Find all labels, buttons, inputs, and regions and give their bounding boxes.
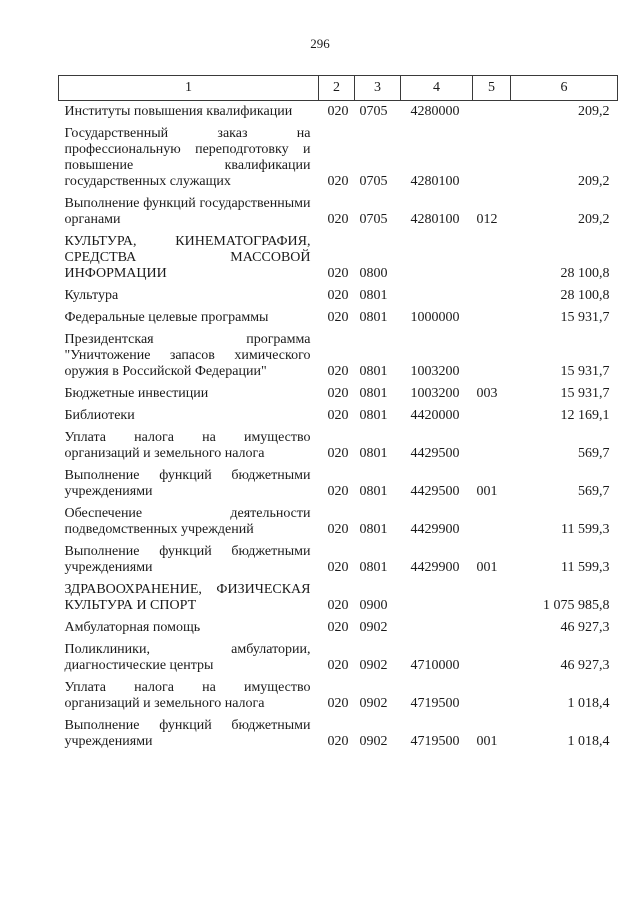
row-code-5 (473, 326, 511, 380)
row-code-4 (401, 282, 473, 304)
row-name: Государственный заказ на профессиональную переподготовку и повышение квалификации государственных служащих (64, 126, 311, 189)
row-code-5 (473, 282, 511, 304)
table-row (59, 424, 618, 462)
table-row (59, 228, 618, 282)
row-amount: 28 100,8 (560, 288, 610, 303)
row-name: ЗДРАВООХРАНЕНИЕ, ФИЗИЧЕСКАЯ КУЛЬТУРА И СПОРТ (64, 582, 311, 613)
row-code-2: 020 (327, 288, 349, 303)
row-code-5: 001 (476, 560, 498, 575)
row-code-5 (473, 228, 511, 282)
row-name: Выполнение функций бюджетными учреждениями (64, 544, 311, 575)
row-code-4: 1003200 (410, 386, 460, 401)
row-name: Амбулаторная помощь (64, 620, 201, 635)
column-header-6: 6 (511, 76, 618, 101)
row-code-2: 020 (327, 696, 349, 711)
row-code-3: 0705 (359, 212, 388, 227)
row-code-3: 0801 (359, 484, 388, 499)
row-amount: 209,2 (578, 174, 610, 189)
row-amount: 12 169,1 (560, 408, 610, 423)
row-amount: 15 931,7 (560, 364, 610, 379)
table-row (59, 500, 618, 538)
row-code-4 (401, 576, 473, 614)
row-code-5 (473, 120, 511, 190)
row-code-2: 020 (327, 522, 349, 537)
row-code-5: 003 (476, 386, 498, 401)
page-number: 296 (310, 36, 330, 51)
column-header-5: 5 (473, 76, 511, 101)
row-code-5 (473, 101, 511, 121)
row-amount: 46 927,3 (560, 658, 610, 673)
row-amount: 209,2 (578, 212, 610, 227)
row-code-2: 020 (327, 484, 349, 499)
row-code-3: 0902 (359, 620, 388, 635)
table-row (59, 304, 618, 326)
row-name: Институты повышения квалификации (64, 104, 293, 119)
table-row (59, 712, 618, 750)
table-row (59, 538, 618, 576)
row-amount: 1 018,4 (567, 696, 610, 711)
row-code-3: 0705 (359, 104, 388, 119)
row-code-3: 0801 (359, 310, 388, 325)
row-code-4: 4420000 (410, 408, 460, 423)
row-code-2: 020 (327, 560, 349, 575)
row-name: Библиотеки (64, 408, 135, 423)
row-name: Обеспечение деятельности подведомственных учреждений (64, 506, 311, 537)
row-code-2: 020 (327, 734, 349, 749)
row-code-5 (473, 402, 511, 424)
row-code-2: 020 (327, 104, 349, 119)
row-code-5: 001 (476, 484, 498, 499)
row-code-4: 4429500 (410, 446, 460, 461)
row-name: Поликлиники, амбулатории, диагностические центры (64, 642, 311, 673)
budget-table (58, 75, 618, 750)
row-code-2: 020 (327, 658, 349, 673)
row-code-5 (473, 636, 511, 674)
column-header-2: 2 (319, 76, 355, 101)
row-code-4: 1000000 (410, 310, 460, 325)
row-name: КУЛЬТУРА, КИНЕМАТОГРАФИЯ, СРЕДСТВА МАССОВОЙ ИНФОРМАЦИИ (64, 234, 311, 281)
row-code-5 (473, 424, 511, 462)
row-code-4: 1003200 (410, 364, 460, 379)
row-code-2: 020 (327, 386, 349, 401)
row-name: Уплата налога на имущество организаций и земельного налога (64, 430, 311, 461)
table-row (59, 576, 618, 614)
row-code-2: 020 (327, 446, 349, 461)
row-code-3: 0801 (359, 386, 388, 401)
row-code-3: 0801 (359, 446, 388, 461)
row-code-3: 0900 (359, 598, 388, 613)
table-row (59, 636, 618, 674)
row-amount: 1 018,4 (567, 734, 610, 749)
row-code-2: 020 (327, 408, 349, 423)
row-code-4: 4280100 (410, 174, 460, 189)
row-name: Президентская программа "Уничтожение запасов химического оружия в Российской Федерации" (64, 332, 311, 379)
row-code-2: 020 (327, 598, 349, 613)
row-amount: 569,7 (578, 446, 610, 461)
row-code-2: 020 (327, 266, 349, 281)
table-row (59, 282, 618, 304)
row-code-3: 0801 (359, 522, 388, 537)
table-row (59, 101, 618, 121)
row-code-4: 4429500 (410, 484, 460, 499)
row-amount: 46 927,3 (560, 620, 610, 635)
row-code-3: 0902 (359, 696, 388, 711)
row-code-3: 0800 (359, 266, 388, 281)
row-amount: 11 599,3 (561, 522, 610, 537)
row-amount: 11 599,3 (561, 560, 610, 575)
row-code-4: 4429900 (410, 522, 460, 537)
row-name: Бюджетные инвестиции (64, 386, 209, 401)
table-row (59, 614, 618, 636)
row-code-2: 020 (327, 212, 349, 227)
row-name: Выполнение функций бюджетными учреждениями (64, 468, 311, 499)
row-name: Выполнение функций государственными органами (64, 196, 311, 227)
row-code-3: 0801 (359, 408, 388, 423)
row-code-5: 001 (476, 734, 498, 749)
table-row (59, 190, 618, 228)
row-code-5 (473, 614, 511, 636)
row-code-5 (473, 576, 511, 614)
row-code-2: 020 (327, 174, 349, 189)
row-code-4: 4280100 (410, 212, 460, 227)
table-row (59, 380, 618, 402)
row-code-2: 020 (327, 620, 349, 635)
row-amount: 1 075 985,8 (543, 598, 610, 613)
row-code-4: 4429900 (410, 560, 460, 575)
column-header-1: 1 (59, 76, 319, 101)
row-code-5 (473, 304, 511, 326)
row-code-3: 0801 (359, 288, 388, 303)
row-code-2: 020 (327, 364, 349, 379)
row-code-5 (473, 674, 511, 712)
row-code-5: 012 (476, 212, 498, 227)
row-name: Федеральные целевые программы (64, 310, 269, 325)
row-code-4 (401, 614, 473, 636)
row-amount: 28 100,8 (560, 266, 610, 281)
row-amount: 569,7 (578, 484, 610, 499)
row-code-4: 4719500 (410, 734, 460, 749)
table-row (59, 326, 618, 380)
table-row (59, 402, 618, 424)
row-code-3: 0902 (359, 658, 388, 673)
row-amount: 15 931,7 (560, 310, 610, 325)
row-amount: 209,2 (578, 104, 610, 119)
row-code-3: 0801 (359, 364, 388, 379)
row-code-3: 0801 (359, 560, 388, 575)
row-code-3: 0705 (359, 174, 388, 189)
row-code-4: 4719500 (410, 696, 460, 711)
row-code-5 (473, 500, 511, 538)
row-name: Выполнение функций бюджетными учреждениями (64, 718, 311, 749)
row-amount: 15 931,7 (560, 386, 610, 401)
table-row (59, 462, 618, 500)
row-code-4 (401, 228, 473, 282)
column-header-4: 4 (401, 76, 473, 101)
header-row (59, 76, 618, 101)
table-row (59, 674, 618, 712)
row-code-3: 0902 (359, 734, 388, 749)
row-name: Культура (64, 288, 119, 303)
column-header-3: 3 (355, 76, 401, 101)
table-row (59, 120, 618, 190)
row-code-4: 4710000 (410, 658, 460, 673)
row-name: Уплата налога на имущество организаций и земельного налога (64, 680, 311, 711)
row-code-2: 020 (327, 310, 349, 325)
row-code-4: 4280000 (410, 104, 460, 119)
